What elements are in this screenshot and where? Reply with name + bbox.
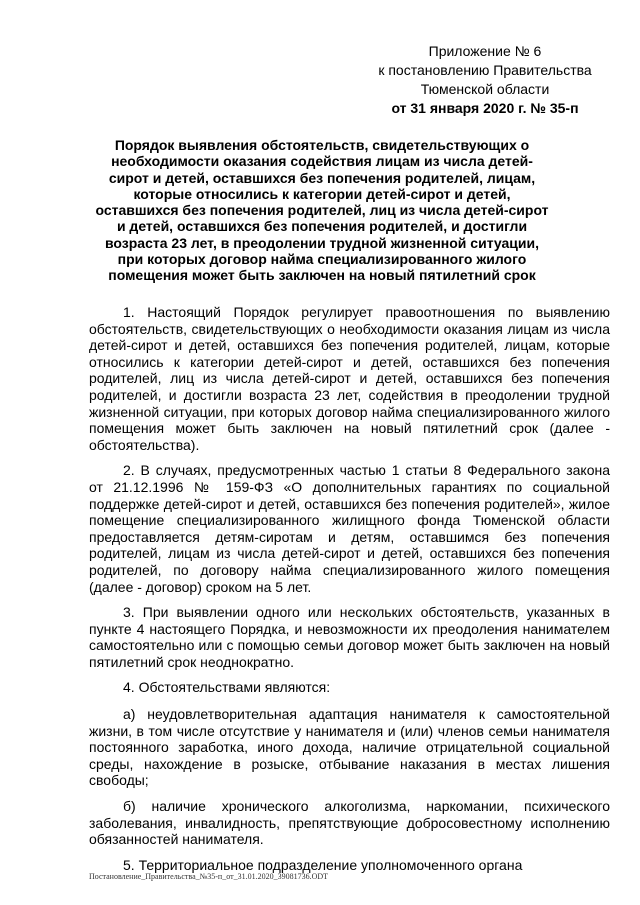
- paragraph-1: 1. Настоящий Порядок регулирует правоотношения по выявлению обстоятельств, свидетельствующих о необходимости оказания лицам из числа детей-сирот и детей, оставшихся без попечения родителей, лицам, которые относились к категории детей-сирот и детей, оставшихся без попечения родителей, лиц из числа детей-сирот и детей, оставшихся без попечения родителей, и достигли возраста 23 лет, содействия в преодолении трудной жизненной ситуации, при которых договор найма специализированного жилого помещения может быть заключен на новый пятилетний срок (далее - обстоятельства).: [89, 304, 610, 453]
- paragraph-4: 4. Обстоятельствами являются:: [123, 679, 331, 696]
- paragraph-4a: а) неудовлетворительная адаптация нанимателя к самостоятельной жизни, в том числе отсутствие у нанимателя и (или) членов семьи нанимателя постоянного заработка, иного дохода, наличие отрицательной социальной среды, нахождение в розыске, отбывание наказания в местах лишения свободы;: [89, 706, 610, 789]
- document-title: Порядок выявления обстоятельств, свидетельствующих о необходимости оказания содействия лицам из числа детей-сирот и детей, оставшихся без попечения родителей, лицам, которые относились к категории детей-сирот и детей, оставшихся без попечения родителей, лиц из числа детей-сирот и детей, оставшихся без попечения родителей, и достигли возраста 23 лет, в преодолении трудной жизненной ситуации, при которых договор найма специализированного жилого помещения может быть заключен на новый пятилетний срок: [95, 137, 549, 284]
- appendix-decree-ref: к постановлению Правительства: [378, 62, 592, 78]
- document-body: [89, 304, 610, 882]
- paragraph-5: 5. Территориальное подразделение уполномоченного органа: [123, 856, 523, 873]
- appendix-header: [360, 42, 610, 118]
- paragraph-2: 2. В случаях, предусмотренных частью 1 статьи 8 Федерального закона от 21.12.1996 № 159-ФЗ «О дополнительных гарантиях по социальной поддержке детей-сирот и детей, оставшихся без попечения родителей», жилое помещение специализированного жилищного фонда Тюменской области предоставляется детям-сиротам и детям, оставшимся без попечения родителей, лицам из числа детей-сирот и детей, оставшихся без попечения родителей, по договору найма специализированного жилого помещения (далее - договор) сроком на 5 лет.: [89, 462, 610, 595]
- appendix-label: Приложение № 6: [428, 43, 542, 59]
- appendix-date-number: от 31 января 2020 г. № 35-п: [391, 100, 579, 116]
- file-footer: Постановление_Правительства_№35-п_от_31.01.2020_39081736.ODT: [89, 872, 329, 881]
- paragraph-3: 3. При выявлении одного или нескольких обстоятельств, указанных в пункте 4 настоящего Порядка, и невозможности их преодоления нанимателем самостоятельно или с помощью семьи договор может быть заключен на новый пятилетний срок неоднократно.: [89, 604, 610, 670]
- appendix-region: Тюменской области: [420, 81, 550, 97]
- paragraph-4b: б) наличие хронического алкоголизма, наркомании, психического заболевания, инвалидность, препятствующие добросовестному исполнению обязанностей нанимателя.: [89, 798, 610, 848]
